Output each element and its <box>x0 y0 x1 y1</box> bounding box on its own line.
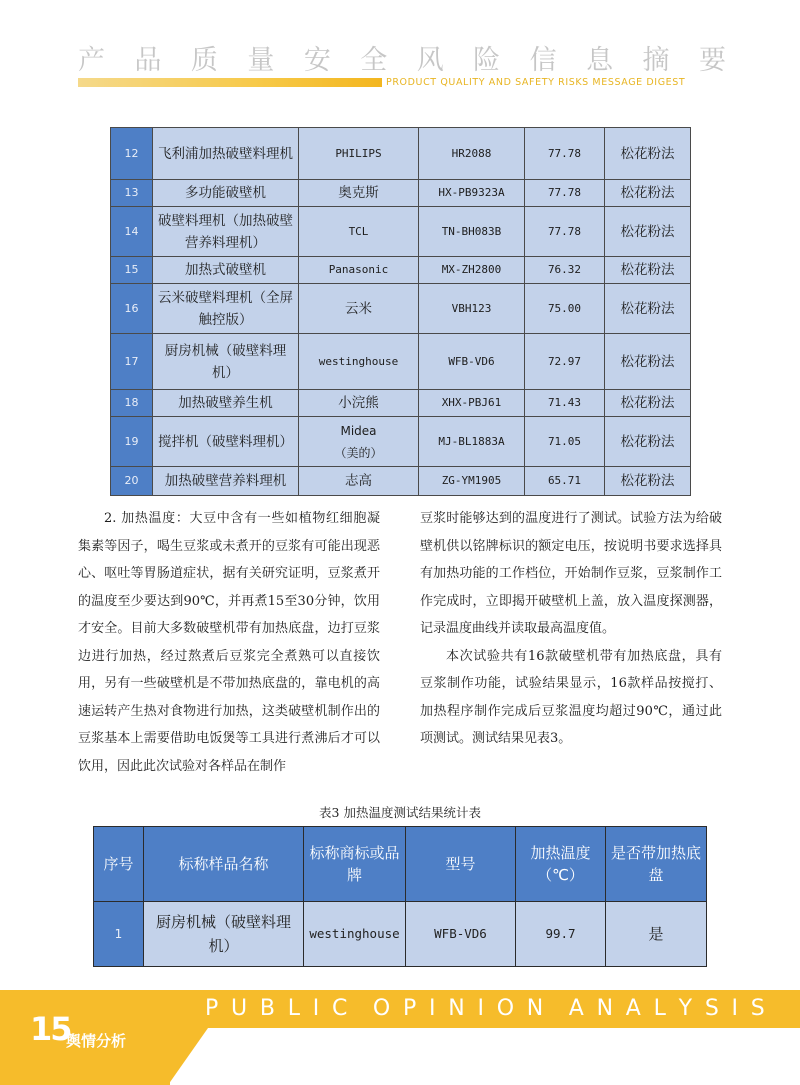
paragraph: 豆浆时能够达到的温度进行了测试。试验方法为给破壁机供以铭牌标识的额定电压，按说明书要求选择具有加热功能的工作档位，开始制作豆浆，豆浆制作工作完成时，立即揭开破壁机上盖，放入温度探测器，记录温度曲线并读取最高温度值。 <box>420 511 722 636</box>
test-method: 松花粉法 <box>605 390 691 417</box>
row-number: 19 <box>111 417 153 467</box>
table-row <box>111 207 691 257</box>
brand: 云米 <box>299 284 419 334</box>
sample-name: 云米破壁料理机（全屏触控版） <box>153 284 299 334</box>
model: WFB-VD6 <box>419 334 525 390</box>
model: XHX-PBJ61 <box>419 390 525 417</box>
table-row <box>111 128 691 180</box>
test-method: 松花粉法 <box>605 334 691 390</box>
column-header: 加热温度（℃） <box>516 827 606 902</box>
brand: Panasonic <box>299 257 419 284</box>
sample-name: 厨房机械（破壁料理机） <box>144 902 304 967</box>
score: 76.32 <box>525 257 605 284</box>
column-header: 型号 <box>406 827 516 902</box>
header-char: 产 <box>78 45 107 76</box>
header-char: 量 <box>247 45 277 76</box>
table-row <box>111 390 691 417</box>
column-header: 标称样品名称 <box>144 827 304 902</box>
header-char: 险 <box>473 45 503 76</box>
model: HX-PB9323A <box>419 180 525 207</box>
test-method: 松花粉法 <box>605 257 691 284</box>
score: 75.00 <box>525 284 605 334</box>
model: WFB-VD6 <box>406 902 516 967</box>
paragraph: 本次试验共有16款破壁机带有加热底盘，具有豆浆制作功能，试验结果显示，16款样品按搅打、加热程序制作完成后豆浆温度均超过90℃，通过此项测试。测试结果见表3。 <box>420 648 722 746</box>
sample-name: 加热破壁养生机 <box>153 390 299 417</box>
has-heating-base: 是 <box>606 902 707 967</box>
table-row <box>111 284 691 334</box>
row-number: 1 <box>94 902 144 967</box>
brand: PHILIPS <box>299 128 419 180</box>
score: 77.78 <box>525 180 605 207</box>
score: 65.71 <box>525 467 605 496</box>
footer-band-text: P U B L I C O P I N I O N A N A L Y S I S <box>205 996 765 1021</box>
brand: 奥克斯 <box>299 180 419 207</box>
sample-name: 加热破壁营养料理机 <box>153 467 299 496</box>
brand: TCL <box>299 207 419 257</box>
score: 71.43 <box>525 390 605 417</box>
column-header: 序号 <box>94 827 144 902</box>
table-row <box>111 334 691 390</box>
footer-slant <box>168 1028 208 1085</box>
header-char: 息 <box>586 45 616 76</box>
table-row <box>111 417 691 467</box>
header-char: 品 <box>134 45 164 76</box>
brand: westinghouse <box>299 334 419 390</box>
score: 77.78 <box>525 207 605 257</box>
score: 77.78 <box>525 128 605 180</box>
row-number: 13 <box>111 180 153 207</box>
paragraph: 2. 加热温度：大豆中含有一些如植物红细胞凝集素等因子，喝生豆浆或未煮开的豆浆有可能出现恶心、呕吐等胃肠道症状，据有关研究证明，豆浆煮开的温度至少要达到90℃，并再煮15至30分钟，饮用才安全。目前大多数破壁机带有加热底盘，边打豆浆边进行加热，经过熬煮后豆浆完全煮熟可以直接饮用，另有一些破壁机是不带加热底盘的，靠电机的高速运转产生热对食物进行加热，这类破壁机制作出的豆浆基本上需要借助电饭煲等工具进行煮沸后才可以饮用，因此此次试验对各样品在制作 <box>78 511 380 774</box>
column-header: 标称商标或品牌 <box>304 827 406 902</box>
score: 71.05 <box>525 417 605 467</box>
brand: westinghouse <box>304 902 406 967</box>
column-header: 是否带加热底盘 <box>606 827 707 902</box>
header-subtitle: PRODUCT QUALITY AND SAFETY RISKS MESSAGE DIGEST <box>386 77 686 88</box>
header-char: 摘 <box>642 45 672 76</box>
row-number: 12 <box>111 128 153 180</box>
model: HR2088 <box>419 128 525 180</box>
sample-name: 飞利浦加热破壁料理机 <box>153 128 299 180</box>
header-char: 要 <box>698 45 728 76</box>
model: TN-BH083B <box>419 207 525 257</box>
table-caption: 表3 加热温度测试结果统计表 <box>319 805 481 820</box>
model: VBH123 <box>419 284 525 334</box>
row-number: 14 <box>111 207 153 257</box>
sample-name: 破壁料理机（加热破壁营养料理机） <box>153 207 299 257</box>
test-method: 松花粉法 <box>605 180 691 207</box>
model: MJ-BL1883A <box>419 417 525 467</box>
header-char: 全 <box>360 45 390 76</box>
sample-name: 加热式破壁机 <box>153 257 299 284</box>
brand: 志高 <box>299 467 419 496</box>
row-number: 15 <box>111 257 153 284</box>
model: ZG-YM1905 <box>419 467 525 496</box>
table-header-row <box>94 827 707 902</box>
score: 72.97 <box>525 334 605 390</box>
sample-name: 厨房机械（破壁料理机） <box>153 334 299 390</box>
table-row <box>94 902 707 967</box>
table-row <box>111 467 691 496</box>
body-column-right <box>420 505 722 753</box>
model: MX-ZH2800 <box>419 257 525 284</box>
heating-temperature-table <box>93 826 707 967</box>
test-method: 松花粉法 <box>605 284 691 334</box>
table-row <box>111 180 691 207</box>
test-method: 松花粉法 <box>605 417 691 467</box>
sample-name: 多功能破壁机 <box>153 180 299 207</box>
section-name: 舆情分析 <box>66 1032 127 1050</box>
brand: 小浣熊 <box>299 390 419 417</box>
row-number: 20 <box>111 467 153 496</box>
header-char: 质 <box>190 45 220 76</box>
table-row <box>111 257 691 284</box>
row-number: 17 <box>111 334 153 390</box>
header-char: 安 <box>303 45 333 76</box>
sample-name: 搅拌机（破壁料理机） <box>153 417 299 467</box>
test-method: 松花粉法 <box>605 467 691 496</box>
heating-temperature: 99.7 <box>516 902 606 967</box>
row-number: 18 <box>111 390 153 417</box>
header-char: 风 <box>416 45 446 76</box>
header-char: 信 <box>529 45 559 76</box>
body-column-left <box>78 505 380 780</box>
row-number: 16 <box>111 284 153 334</box>
test-method: 松花粉法 <box>605 207 691 257</box>
page-header-title <box>78 38 728 77</box>
results-table-continued <box>110 127 691 496</box>
brand: Midea （美的） <box>299 417 419 467</box>
page-number: 15 <box>30 1010 71 1048</box>
test-method: 松花粉法 <box>605 128 691 180</box>
header-accent-bar <box>78 78 382 87</box>
